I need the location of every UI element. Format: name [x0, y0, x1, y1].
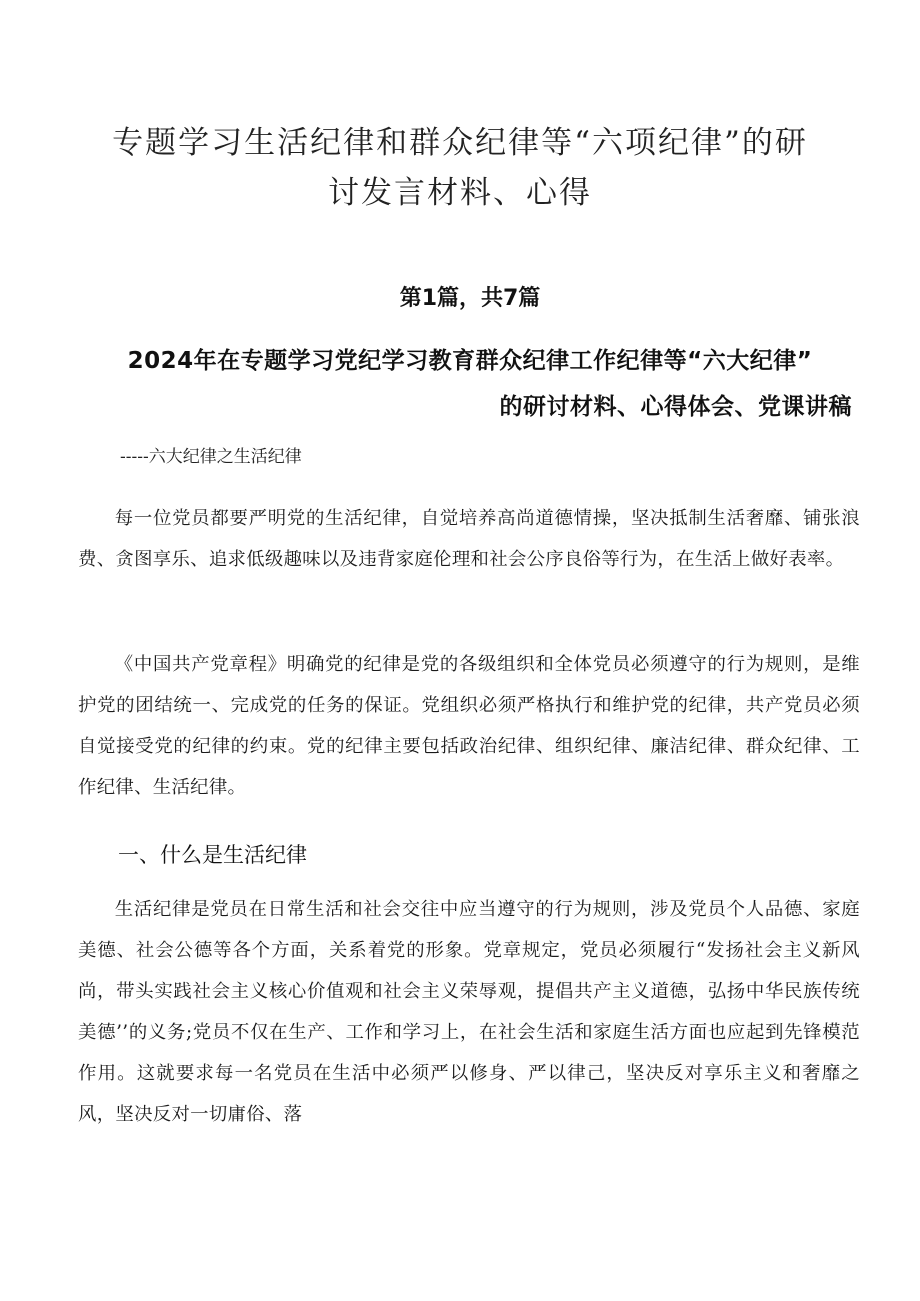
article-subtitle: -----六大纪律之生活纪律 [120, 447, 302, 467]
part-label: 第1篇，共7篇 [399, 286, 541, 311]
document-title [0, 118, 920, 218]
section-heading: 一、什么是生活纪律 [118, 843, 307, 867]
body-paragraph-1: 每一位党员都要严明党的生活纪律，自觉培养高尚道德情操，坚决抵制生活奢靡、铺张浪费、贪图享乐、追求低级趣味以及违背家庭伦理和社会公序良俗等行为，在生活上做好表率。 [78, 508, 860, 570]
section-paragraph: 生活纪律是党员在日常生活和社会交往中应当遵守的行为规则，涉及党员个人品德、家庭美德、社会公德等各个方面，关系着党的形象。党章规定，党员必须履行“发扬社会主义新风尚，带头实践社会主义核心价值观和社会主义荣辱观，提倡共产主义道德，弘扬中华民族传统美德’’的义务;党员不仅在生产、工作和学习上，在社会生活和家庭生活方面也应起到先锋模范作用。这就要求每一名党员在生活中必须严以修身、严以律己，坚决反对享乐主义和奢靡之风，坚决反对一切庸俗、落 [78, 899, 860, 1125]
document-title-line-2: 讨发言材料、心得 [328, 175, 592, 211]
article-title-line-1: 2024年在专题学习党纪学习教育群众纪律工作纪律等“六大纪律” [127, 348, 813, 374]
article-title [60, 338, 860, 430]
body-paragraph-2: 《中国共产党章程》明确党的纪律是党的各级组织和全体党员必须遵守的行为规则，是维护党的团结统一、完成党的任务的保证。党组织必须严格执行和维护党的纪律，共产党员必须自觉接受党的纪律的约束。党的纪律主要包括政治纪律、组织纪律、廉洁纪律、群众纪律、工作纪律、生活纪律。 [78, 654, 860, 798]
article-title-line-2: 的研讨材料、心得体会、党课讲稿 [499, 394, 852, 420]
document-title-line-1: 专题学习生活纪律和群众纪律等“六项纪律”的研 [112, 125, 808, 161]
